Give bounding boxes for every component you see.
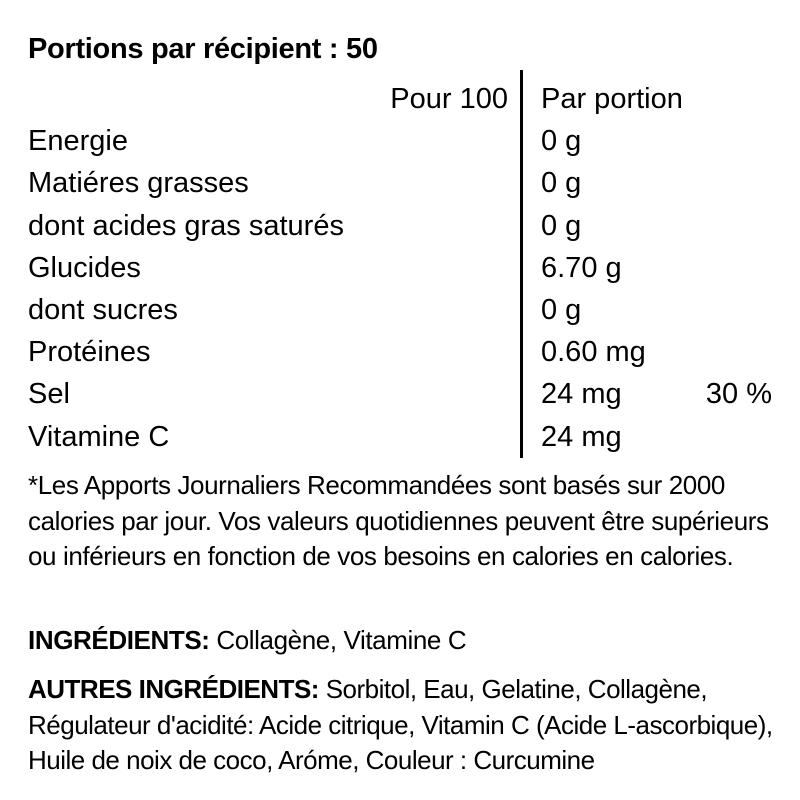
- nutrient-portion: 6.70 g: [541, 251, 622, 284]
- nutrient-name: Vitamine C: [28, 420, 170, 453]
- nutrient-name: Matiéres grasses: [28, 167, 249, 200]
- nutrient-name: Glucides: [28, 251, 141, 284]
- column-header-per100: Pour 100: [390, 83, 508, 115]
- nutrient-portion: 0.60 mg: [541, 336, 646, 369]
- table-header-row: [28, 78, 780, 120]
- nutrient-ar: 30 %: [705, 378, 772, 411]
- nutrient-name: Sel: [28, 378, 70, 411]
- other-ingredients-paragraph: [28, 672, 780, 779]
- nutrient-name: dont acides gras saturés: [28, 209, 344, 242]
- table-row: [28, 416, 780, 458]
- nutrient-name: Energie: [28, 125, 128, 158]
- nutrient-portion: 0 g: [541, 167, 582, 200]
- servings-title: Portions par récipient : 50: [28, 33, 378, 65]
- nutrient-name: dont sucres: [28, 293, 178, 326]
- ar-footnote: *Les Apports Journaliers Recommandées sont basés sur 2000 calories par jour. Vos valeurs quotidiennes peuvent être supérieurs ou inférieurs en fonction de vos besoins en calories en calories.: [28, 470, 769, 571]
- ingredients-line: [28, 622, 780, 658]
- table-row: [28, 162, 780, 204]
- nutrition-panel: [28, 0, 780, 800]
- nutrient-portion: 24 mg: [541, 420, 622, 453]
- column-header-portion: Par portion: [541, 83, 683, 115]
- other-ingredients-label: AUTRES INGRÉDIENTS:: [28, 674, 319, 704]
- nutrient-name: Protéines: [28, 336, 151, 369]
- table-row: [28, 331, 780, 373]
- table-row: [28, 120, 780, 162]
- nutrient-portion: 24 mg: [541, 378, 622, 411]
- nutrient-portion: 0 g: [541, 125, 582, 158]
- table-row: [28, 289, 780, 331]
- other-ingredients-text: Sorbitol, Eau, Gelatine, Collagène, Régulateur d'acidité: Acide citrique, Vitamin C (Acide L-ascorbique), Huile de noix de coco, Aróme, Couleur : Curcumine: [28, 674, 773, 775]
- nutrition-table: [28, 78, 780, 458]
- table-row: [28, 205, 780, 247]
- nutrient-portion: 0 g: [541, 293, 582, 326]
- nutrient-portion: 0 g: [541, 209, 582, 242]
- ingredients-label: INGRÉDIENTS:: [28, 625, 210, 655]
- ingredients-text: Collagène, Vitamine C: [209, 625, 467, 655]
- table-row: [28, 373, 780, 415]
- table-row: [28, 247, 780, 289]
